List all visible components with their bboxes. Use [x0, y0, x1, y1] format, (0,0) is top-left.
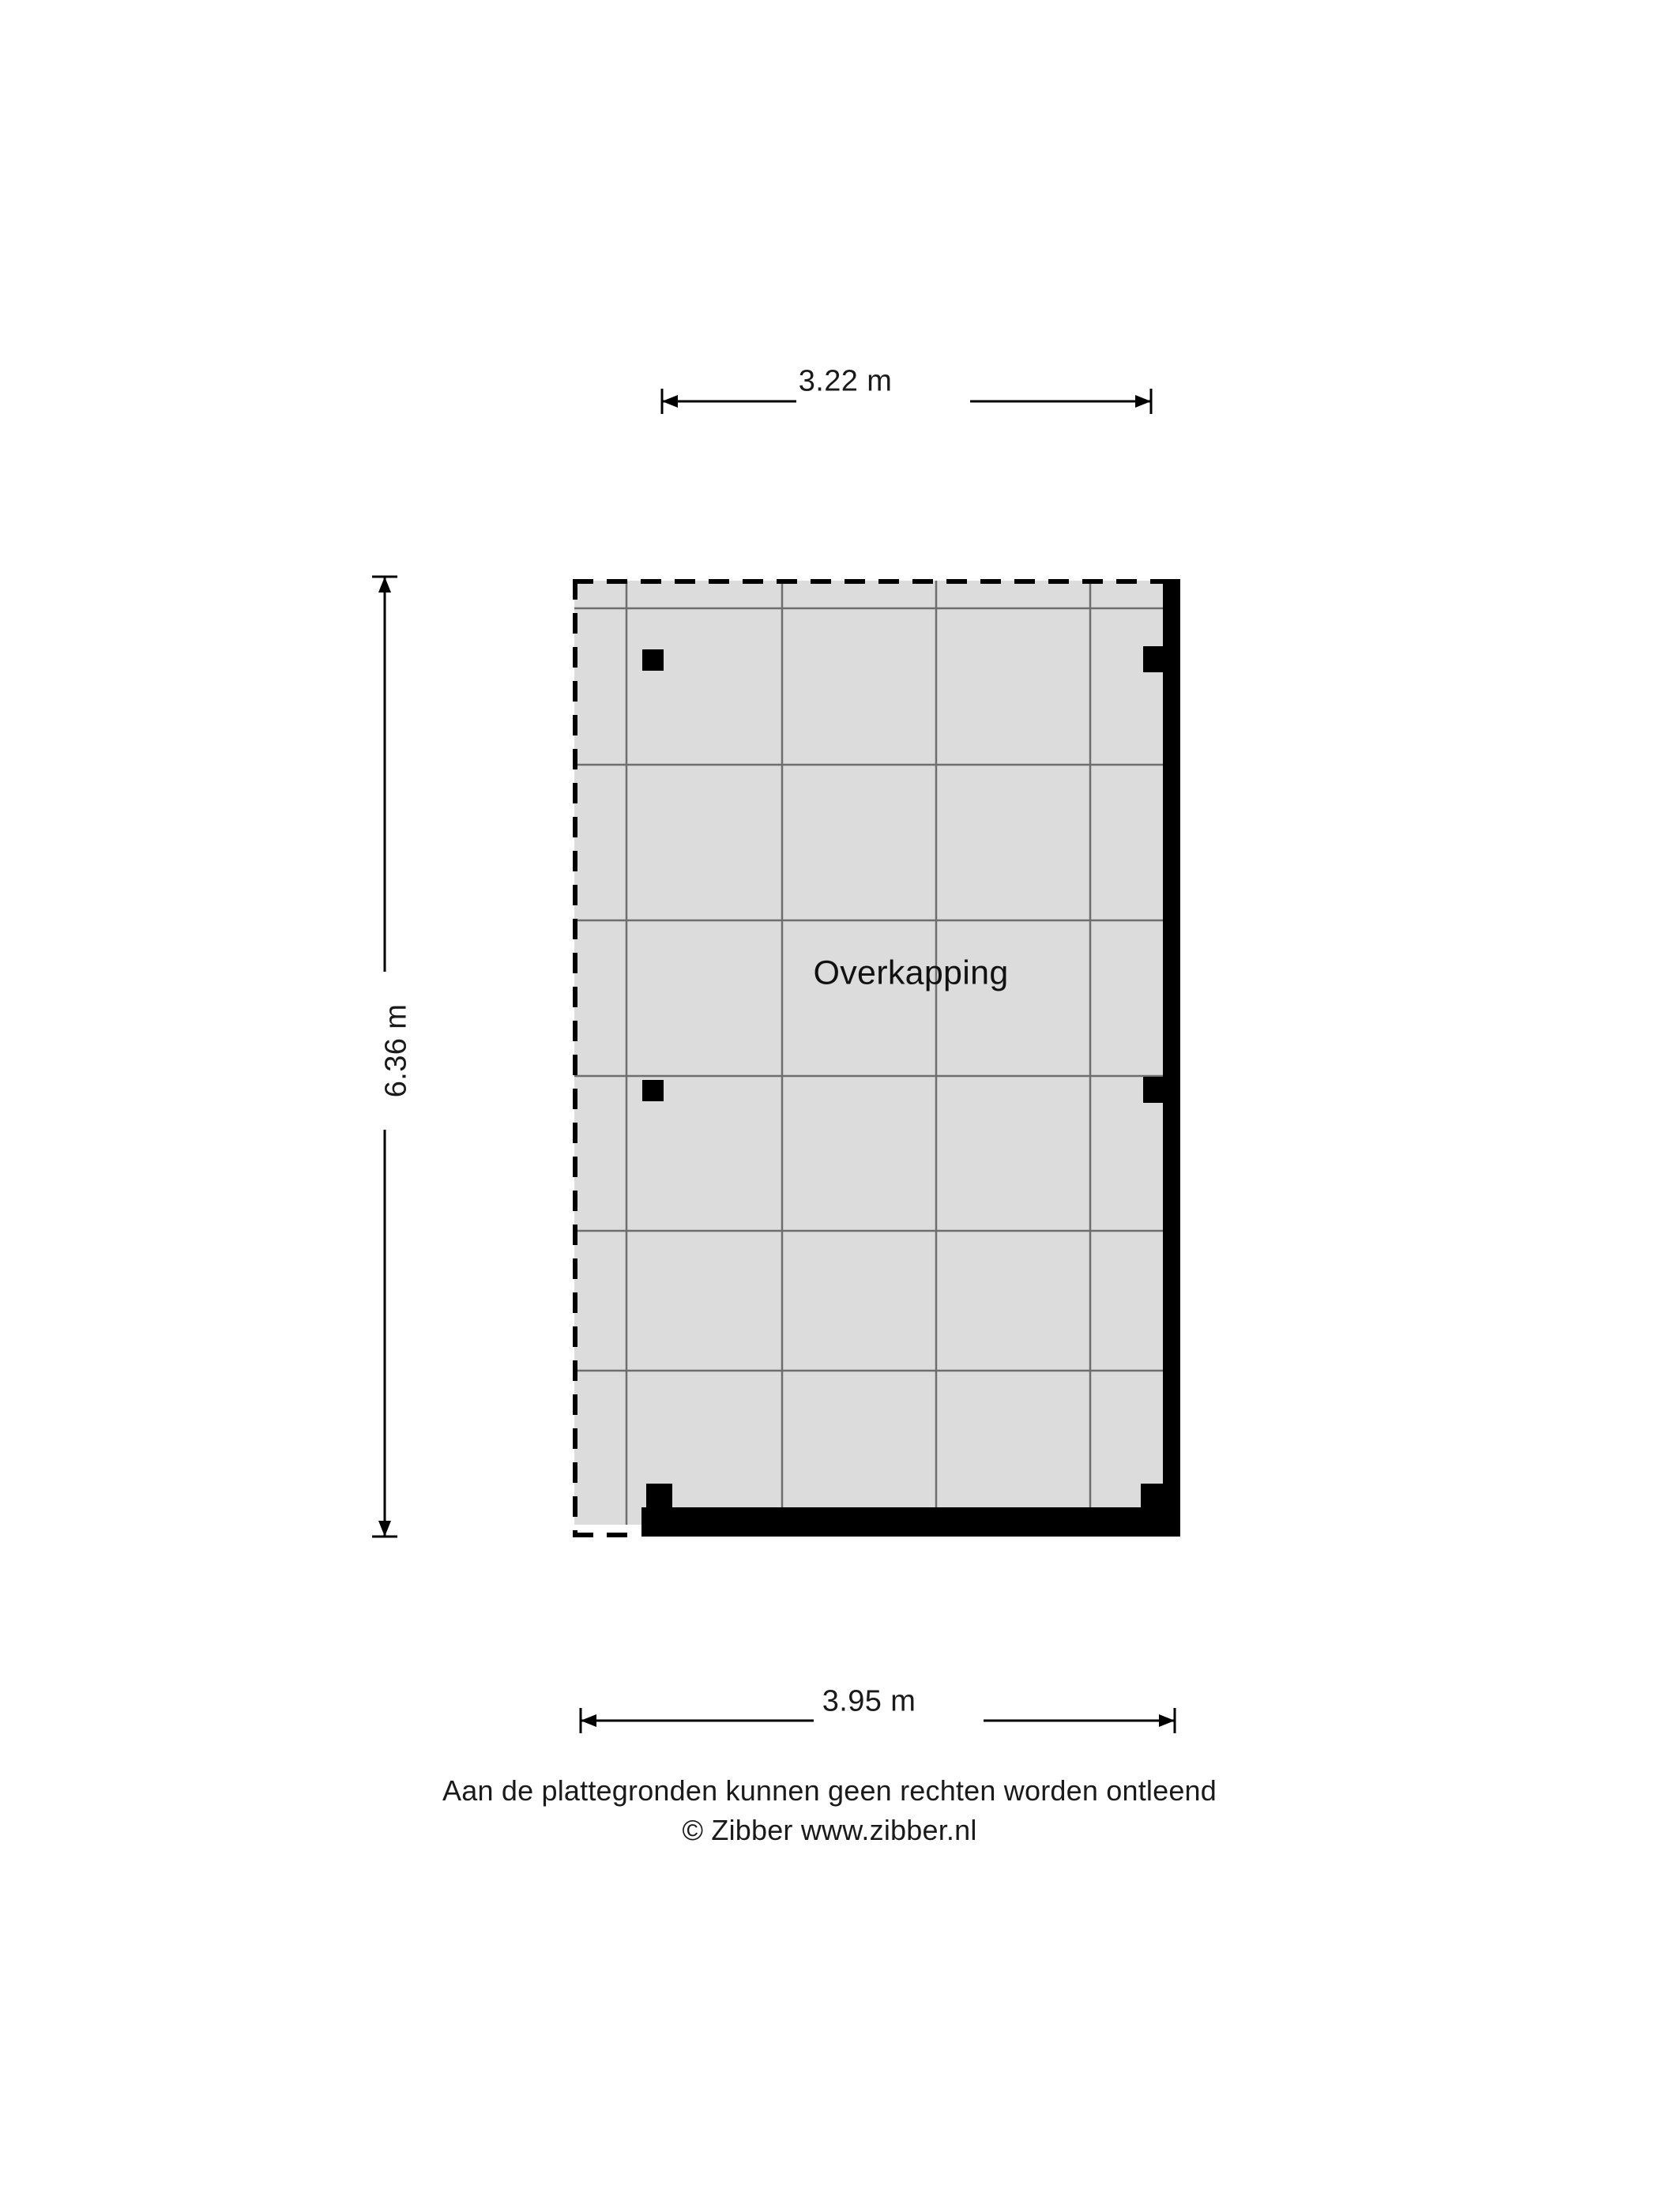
column-top-right — [1143, 646, 1167, 672]
dimension-line-top — [662, 389, 1151, 414]
footer-copyright: © Zibber www.zibber.nl — [682, 1813, 977, 1846]
solid-wall-right — [1163, 579, 1180, 1537]
room-label-overkapping: Overkapping — [813, 954, 1009, 992]
footer — [0, 1771, 1659, 1849]
column-middle-left — [642, 1080, 664, 1101]
column-top-left — [642, 649, 664, 671]
dimension-label-left: 6.36 m — [379, 1003, 413, 1098]
floor-area — [574, 581, 1175, 1525]
column-bottom-right — [1141, 1484, 1167, 1510]
footer-disclaimer: Aan de plattegronden kunnen geen rechten worden ontleend — [442, 1774, 1217, 1807]
dimension-label-top: 3.22 m — [798, 364, 893, 398]
column-bottom-left — [646, 1484, 672, 1510]
dimension-label-bottom: 3.95 m — [822, 1684, 916, 1718]
column-middle-right — [1143, 1077, 1167, 1103]
solid-wall-bottom — [641, 1507, 1180, 1537]
